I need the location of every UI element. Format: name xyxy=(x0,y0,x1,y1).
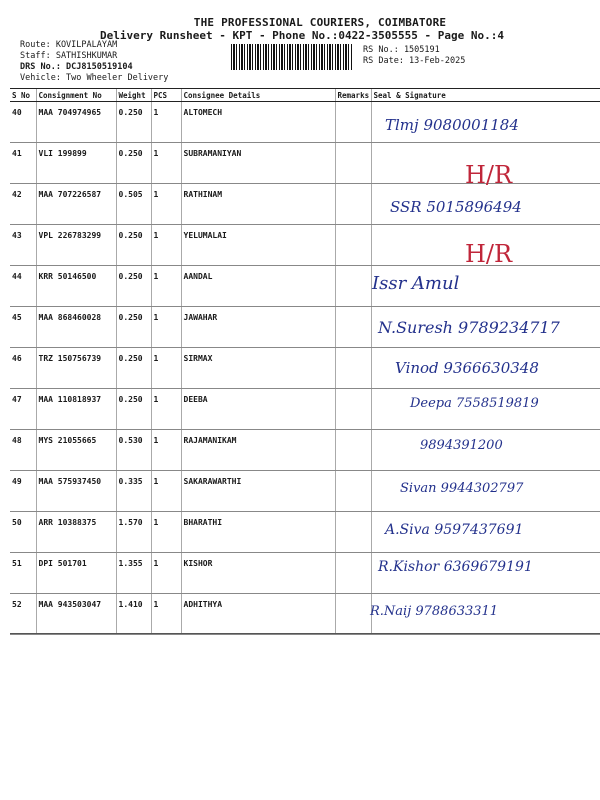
cell-consignee: JAWAHAR xyxy=(181,307,335,348)
column-header: Weight xyxy=(116,89,151,102)
handwritten-signature: Tlmj 9080001184 xyxy=(385,116,519,134)
cell-pcs: 1 xyxy=(151,225,181,266)
cell-consignee: RAJAMANIKAM xyxy=(181,430,335,471)
cell-weight: 0.250 xyxy=(116,102,151,143)
runsheet-meta-right xyxy=(363,45,465,67)
cell-pcs: 1 xyxy=(151,471,181,512)
cell-consignment: TRZ 150756739 xyxy=(36,348,116,389)
cell-weight: 0.250 xyxy=(116,307,151,348)
cell-consignee: YELUMALAI xyxy=(181,225,335,266)
handwritten-signature: 9894391200 xyxy=(420,438,503,454)
column-header: S No xyxy=(10,89,36,102)
cell-remarks xyxy=(335,594,371,635)
cell-consignment: MAA 707226587 xyxy=(36,184,116,225)
table-row xyxy=(10,266,600,307)
cell-weight: 0.250 xyxy=(116,266,151,307)
handwritten-signature: H/R xyxy=(465,160,513,189)
staff-field: Staff: SATHISHKUMAR xyxy=(20,51,118,61)
cell-remarks xyxy=(335,266,371,307)
cell-remarks xyxy=(335,348,371,389)
cell-consignment: MYS 21055665 xyxy=(36,430,116,471)
cell-weight: 1.410 xyxy=(116,594,151,635)
column-header: Remarks xyxy=(335,89,371,102)
runsheet-title: THE PROFESSIONAL COURIERS, COIMBATORE xyxy=(193,16,447,29)
cell-consignee: SAKARAWARTHI xyxy=(181,471,335,512)
cell-weight: 1.355 xyxy=(116,553,151,594)
handwritten-signature: R.Naij 9788633311 xyxy=(370,603,499,619)
cell-remarks xyxy=(335,553,371,594)
cell-consignment: MAA 575937450 xyxy=(36,471,116,512)
cell-sno: 52 xyxy=(10,594,36,635)
cell-weight: 1.570 xyxy=(116,512,151,553)
cell-sno: 47 xyxy=(10,389,36,430)
cell-remarks xyxy=(335,512,371,553)
cell-pcs: 1 xyxy=(151,512,181,553)
cell-pcs: 1 xyxy=(151,430,181,471)
cell-remarks xyxy=(335,143,371,184)
cell-sno: 43 xyxy=(10,225,36,266)
cell-consignment: MAA 110818937 xyxy=(36,389,116,430)
cell-sno: 46 xyxy=(10,348,36,389)
cell-pcs: 1 xyxy=(151,307,181,348)
cell-remarks xyxy=(335,102,371,143)
handwritten-signature: SSR 5015896494 xyxy=(390,197,522,216)
runsheet-meta-left xyxy=(20,40,168,84)
rs-date-field: RS Date: 13-Feb-2025 xyxy=(363,56,466,66)
column-header: PCS xyxy=(151,89,181,102)
handwritten-signature: Deepa 7558519819 xyxy=(410,395,539,411)
cell-pcs: 1 xyxy=(151,266,181,307)
cell-sno: 50 xyxy=(10,512,36,553)
cell-consignee: RATHINAM xyxy=(181,184,335,225)
cell-pcs: 1 xyxy=(151,143,181,184)
cell-consignment: KRR 50146500 xyxy=(36,266,116,307)
handwritten-signature: H/R xyxy=(465,240,513,269)
barcode-image xyxy=(231,44,353,70)
cell-consignee: BHARATHI xyxy=(181,512,335,553)
cell-weight: 0.505 xyxy=(116,184,151,225)
cell-consignee: DEEBA xyxy=(181,389,335,430)
cell-consignment: VPL 226783299 xyxy=(36,225,116,266)
cell-consignee: ALTOMECH xyxy=(181,102,335,143)
runsheet-subtitle: Delivery Runsheet - KPT - Phone No.:0422-3505555 - Page No.:4 xyxy=(100,29,504,42)
cell-sno: 51 xyxy=(10,553,36,594)
handwritten-signature: Issr Amul xyxy=(372,273,460,295)
handwritten-signature: N.Suresh 9789234717 xyxy=(378,318,560,337)
column-header: Seal & Signature xyxy=(371,89,600,102)
cell-consignment: VLI 199899 xyxy=(36,143,116,184)
cell-sno: 44 xyxy=(10,266,36,307)
column-header: Consignee Details xyxy=(181,89,335,102)
cell-remarks xyxy=(335,389,371,430)
handwritten-signature: A.Siva 9597437691 xyxy=(385,522,524,538)
cell-consignee: AANDAL xyxy=(181,266,335,307)
table-header-row xyxy=(10,89,600,102)
cell-consignee: SIRMAX xyxy=(181,348,335,389)
table-row xyxy=(10,594,600,635)
route-field: Route: KOVILPALAYAM xyxy=(20,40,118,50)
table-bottom-rule xyxy=(10,633,600,634)
cell-weight: 0.250 xyxy=(116,348,151,389)
cell-consignment: MAA 868460028 xyxy=(36,307,116,348)
cell-pcs: 1 xyxy=(151,553,181,594)
cell-sno: 48 xyxy=(10,430,36,471)
cell-pcs: 1 xyxy=(151,348,181,389)
cell-consignment: DPI 501701 xyxy=(36,553,116,594)
cell-weight: 0.250 xyxy=(116,143,151,184)
cell-sno: 42 xyxy=(10,184,36,225)
cell-pcs: 1 xyxy=(151,184,181,225)
cell-pcs: 1 xyxy=(151,389,181,430)
cell-weight: 0.250 xyxy=(116,389,151,430)
column-header: Consignment No xyxy=(36,89,116,102)
handwritten-signature: R.Kishor 6369679191 xyxy=(378,558,533,575)
cell-pcs: 1 xyxy=(151,594,181,635)
cell-consignment: MAA 704974965 xyxy=(36,102,116,143)
cell-weight: 0.250 xyxy=(116,225,151,266)
cell-remarks xyxy=(335,307,371,348)
cell-remarks xyxy=(335,184,371,225)
handwritten-signature: Vinod 9366630348 xyxy=(395,358,539,377)
cell-remarks xyxy=(335,471,371,512)
cell-sno: 45 xyxy=(10,307,36,348)
cell-consignee: SUBRAMANIYAN xyxy=(181,143,335,184)
drs-field: DRS No.: DCJ8150519104 xyxy=(20,62,133,72)
cell-remarks xyxy=(335,430,371,471)
vehicle-field: Vehicle: Two Wheeler Delivery xyxy=(20,73,169,83)
cell-consignment: MAA 943503047 xyxy=(36,594,116,635)
cell-consignment: ARR 10388375 xyxy=(36,512,116,553)
rs-number-field: RS No.: 1505191 xyxy=(363,45,440,55)
cell-sno: 41 xyxy=(10,143,36,184)
cell-sno: 40 xyxy=(10,102,36,143)
handwritten-signature: Sivan 9944302797 xyxy=(400,481,524,497)
cell-weight: 0.335 xyxy=(116,471,151,512)
table-row xyxy=(10,430,600,471)
cell-consignee: ADHITHYA xyxy=(181,594,335,635)
cell-consignee: KISHOR xyxy=(181,553,335,594)
cell-remarks xyxy=(335,225,371,266)
cell-weight: 0.530 xyxy=(116,430,151,471)
cell-sno: 49 xyxy=(10,471,36,512)
cell-pcs: 1 xyxy=(151,102,181,143)
